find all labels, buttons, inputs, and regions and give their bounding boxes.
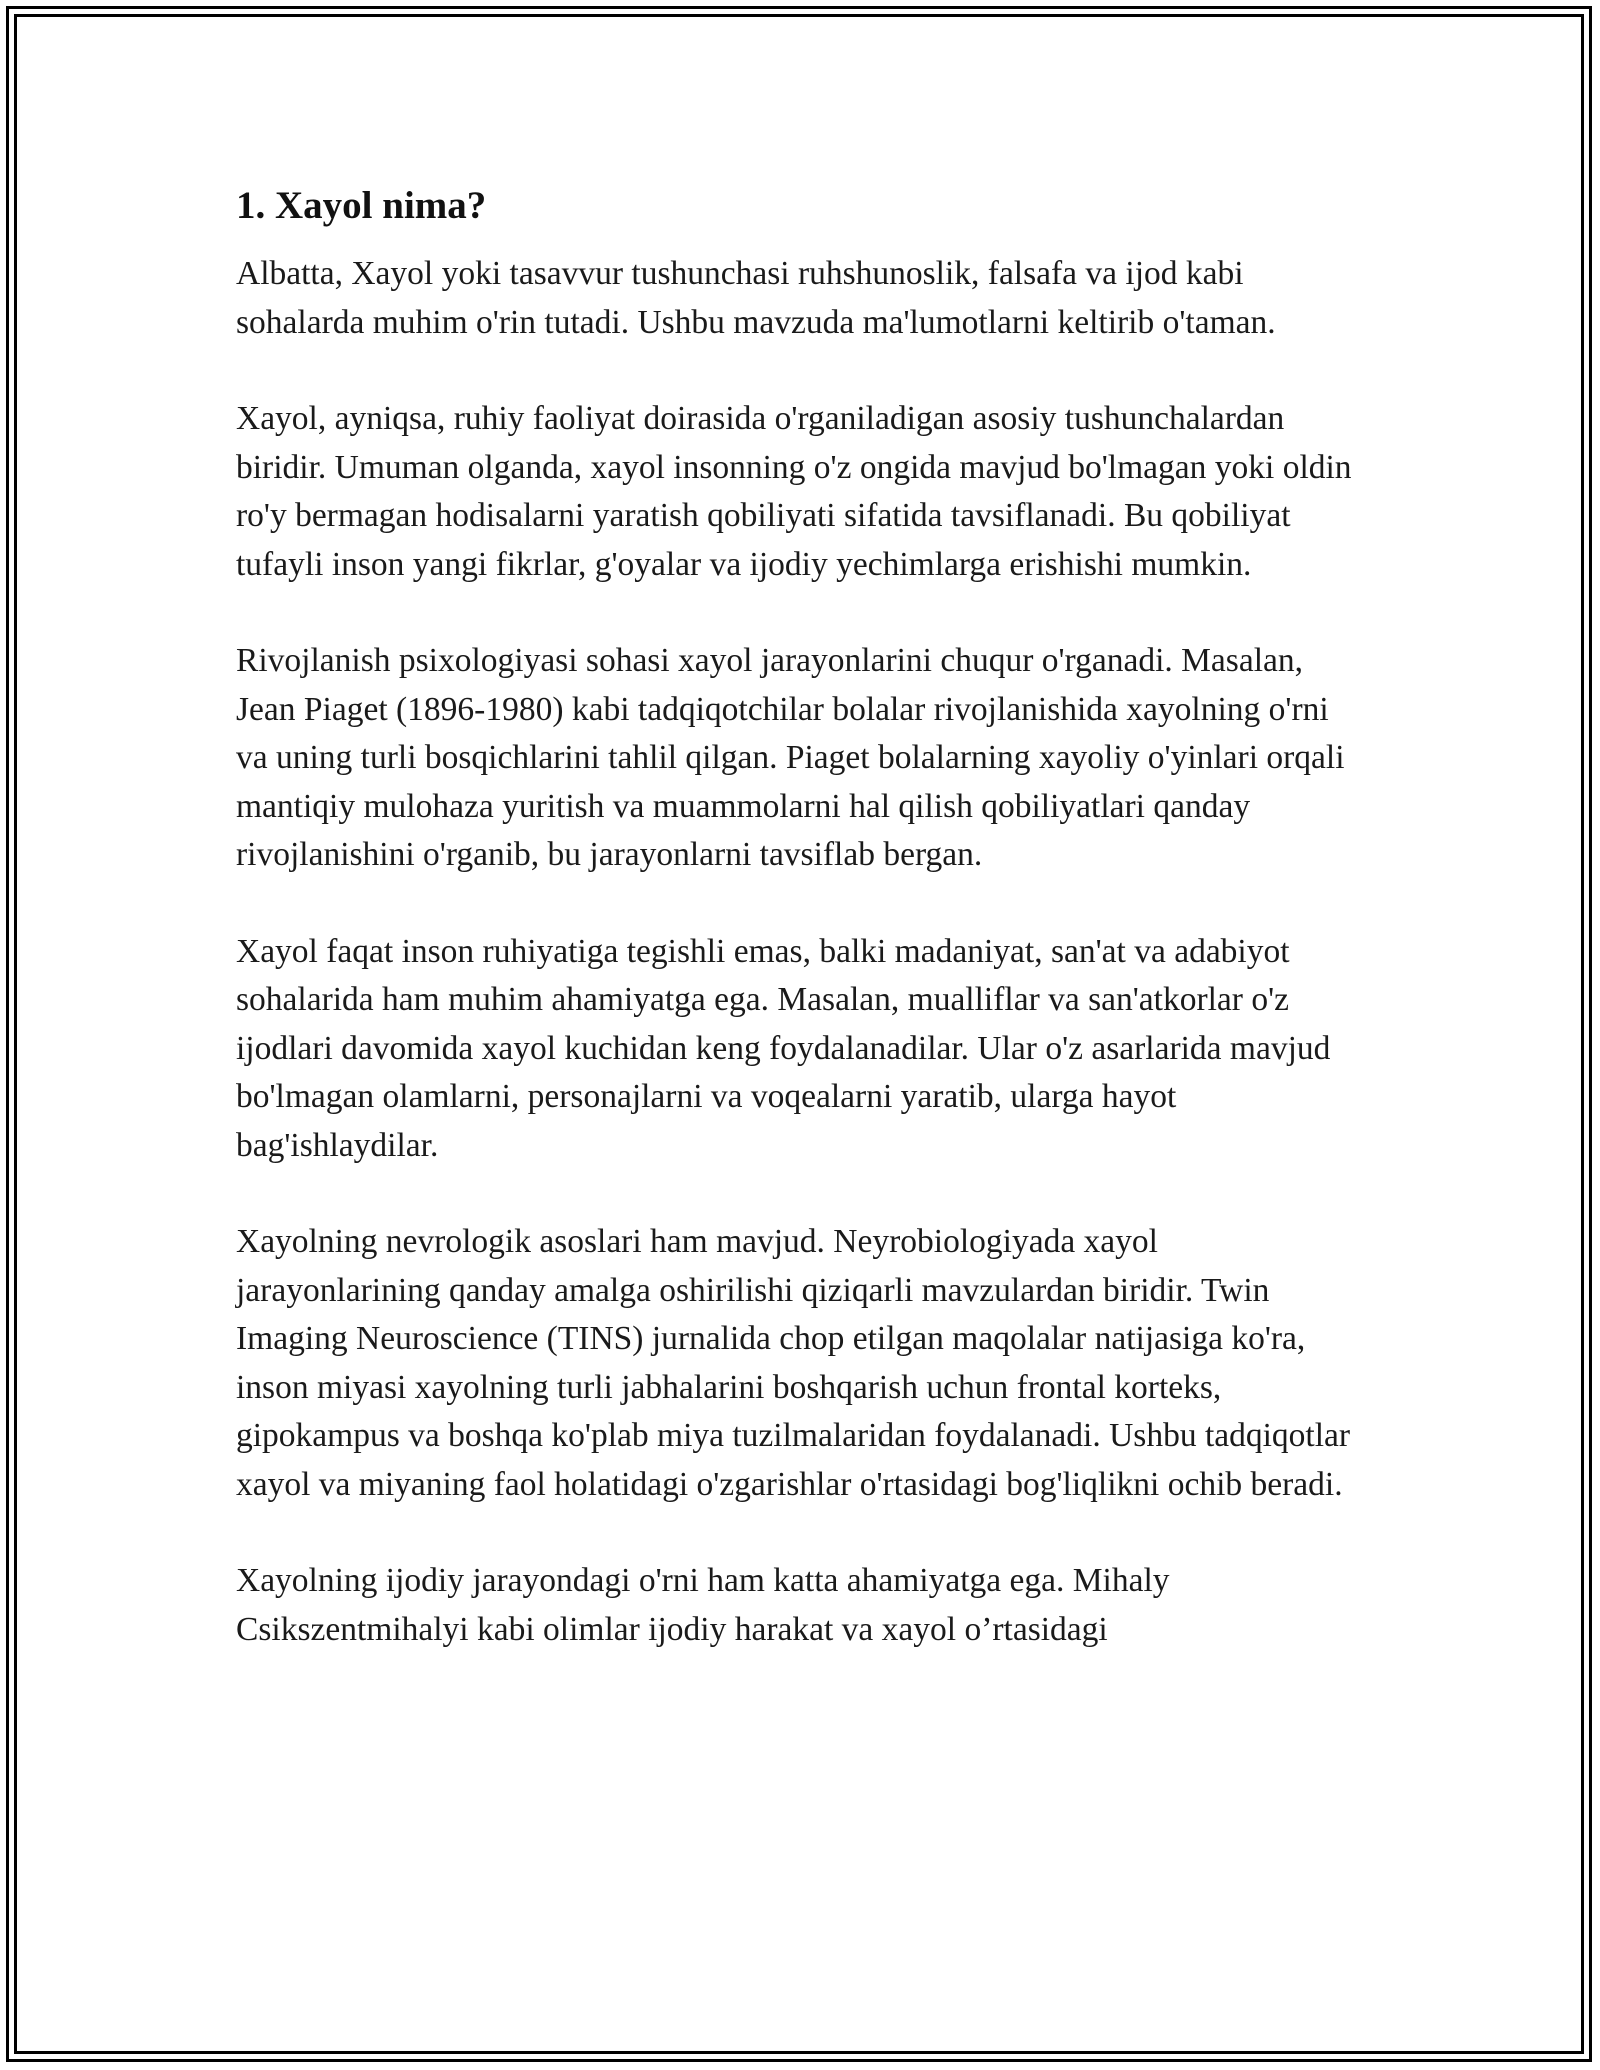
paragraph-creative-process: Xayolning ijodiy jarayondagi o'rni ham katta ahamiyatga ega. Mihaly Csikszentmihalyi kabi olimlar ijodiy harakat va xayol o’rtasidagi [236, 1562, 1170, 1648]
paragraph-developmental-psychology: Rivojlanish psixologiyasi sohasi xayol jarayonlarini chuqur o'rganadi. Masalan, Jean Piaget (1896-1980) kabi tadqiqotchilar bolalar rivojlanishida xayolning o'rni va uning turli bosqichlarini tahlil qilgan. Piaget bolalarning xayoliy o'yinlari orqali mantiqiy mulohaza yuritish va muammolarni hal qilish qobiliyatlari qanday rivojlanishini o'rganib, bu jarayonlarni tavsiflab bergan. [236, 642, 1345, 873]
document-body [236, 182, 1366, 1654]
paragraph-intro: Albatta, Xayol yoki tasavvur tushunchasi ruhshunoslik, falsafa va ijod kabi sohalarda muhim o'rin tutadi. Ushbu mavzuda ma'lumotlarni keltirib o'taman. [236, 255, 1276, 341]
section-heading: 1. Xayol nima? [236, 184, 487, 227]
paragraph-definition: Xayol, ayniqsa, ruhiy faoliyat doirasida o'rganiladigan asosiy tushunchalardan biridir. Umuman olganda, xayol insonning o'z ongida mavjud bo'lmagan yoki oldin ro'y bermagan hodisalarni yaratish qobiliyati sifatida tavsiflanadi. Bu qobiliyat tufayli inson yangi fikrlar, g'oyalar va ijodiy yechimlarga erishishi mumkin. [236, 400, 1352, 583]
paragraph-culture-art: Xayol faqat inson ruhiyatiga tegishli emas, balki madaniyat, san'at va adabiyot sohalarida ham muhim ahamiyatga ega. Masalan, mualliflar va san'atkorlar o'z ijodlari davomida xayol kuchidan keng foydalanadilar. Ular o'z asarlarida mavjud bo'lmagan olamlarni, personajlarni va voqealarni yaratib, ularga hayot bag'ishlaydilar. [236, 932, 1331, 1164]
paragraph-neurology: Xayolning nevrologik asoslari ham mavjud. Neyrobiologiyada xayol jarayonlarining qanday amalga oshirilishi qiziqarli mavzulardan biridir. Twin Imaging Neuroscience (TINS) jurnalida chop etilgan maqolalar natijasiga ko'ra, inson miyasi xayolning turli jabhalarini boshqarish uchun frontal korteks, gipokampus va boshqa ko'plab miya tuzilmalaridan foydalanadi. Ushbu tadqiqotlar xayol va miyaning faol holatidagi o'zgarishlar o'rtasidagi bog'liqlikni ochib beradi. [236, 1223, 1351, 1503]
